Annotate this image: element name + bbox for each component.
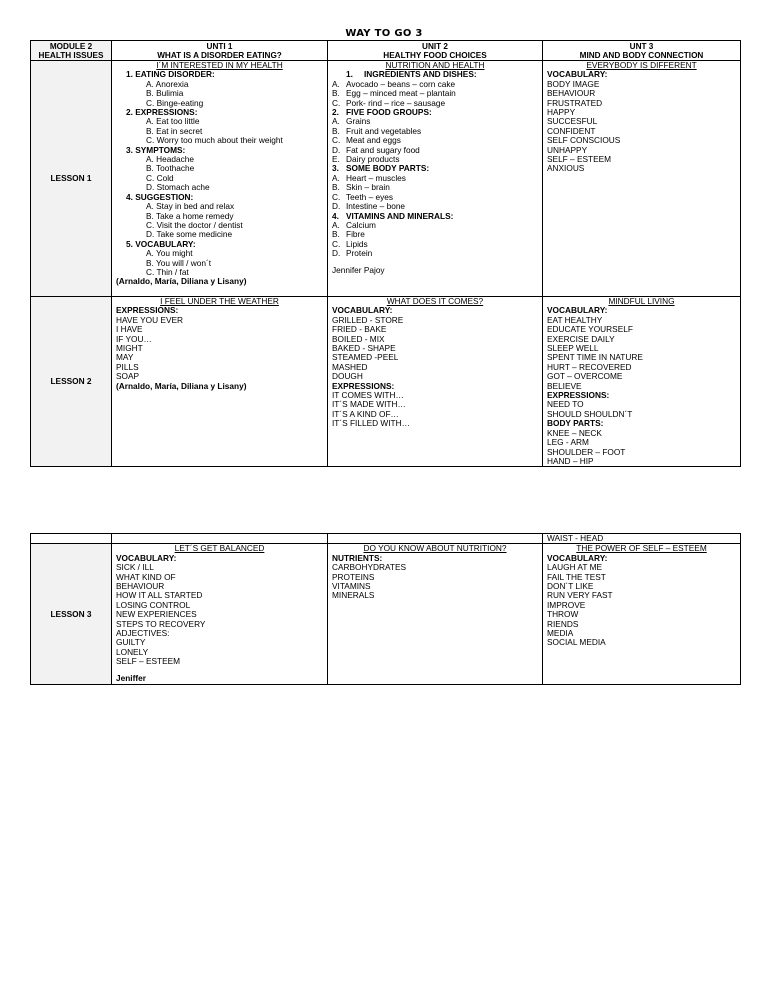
section-heading: VOCABULARY: (547, 69, 608, 80)
list-item: SELF CONSCIOUS (547, 135, 621, 146)
list-item: EAT HEALTHY (547, 314, 603, 325)
list-item: SHOULDER – FOOT (547, 446, 626, 457)
carry-over-cell (543, 534, 741, 544)
list-item: B. Fibre (332, 229, 365, 240)
section-heading: 3. SOME BODY PARTS: (332, 163, 430, 174)
list-item: C. Lipids (332, 238, 368, 249)
header-row (31, 41, 741, 61)
list-item: D. Protein (332, 248, 373, 259)
list-item: IT´S MADE WITH… (332, 399, 406, 410)
list-item: ANXIOUS (547, 163, 585, 174)
list-item: EDUCATE YOURSELF (547, 324, 633, 335)
list-item: MIGHT (116, 343, 143, 354)
lesson3-unit1-cell (112, 544, 328, 685)
list-item: A. Avocado – beans – corn cake (332, 78, 456, 89)
list-item: SICK / ILL (116, 562, 154, 573)
list-item: C. Meat and eggs (332, 135, 401, 146)
list-item: DON´T LIKE (547, 581, 594, 592)
list-item: BAKED - SHAPE (332, 343, 396, 354)
lesson1-label: LESSON 1 (31, 61, 112, 297)
list-item: BELIEVE (547, 380, 582, 391)
section-heading: BODY PARTS: (547, 418, 604, 429)
list-item: D. Fat and sugary food (332, 144, 420, 155)
carry-over-cell-empty-1 (31, 534, 112, 544)
curriculum-table-top (30, 40, 741, 467)
lesson1-unit1-title: I´M INTERESTED IN MY HEALTH (156, 60, 283, 70)
lesson1-row (31, 61, 741, 297)
section-heading: EXPRESSIONS: (332, 380, 395, 391)
list-item: A. Grains (332, 116, 371, 127)
lesson2-unit2-cell (328, 297, 543, 467)
section-heading: EXPRESSIONS: (116, 305, 179, 316)
list-item: B. Fruit and vegetables (332, 125, 422, 136)
list-item: CONFIDENT (547, 125, 596, 136)
list-item: NEED TO (547, 399, 584, 410)
lesson1-unit3-title: EVERYBODY IS DIFFERENT (586, 60, 697, 70)
list-item: BOILED - MIX (332, 333, 385, 344)
list-item: C. Teeth – eyes (332, 191, 394, 202)
lesson1-unit1-cell (112, 61, 328, 297)
lesson3-unit2-cell (328, 544, 543, 685)
list-item: MINERALS (332, 590, 375, 601)
section-heading: VOCABULARY: (547, 552, 608, 563)
section-heading: 2. FIVE FOOD GROUPS: (332, 107, 432, 118)
lesson2-unit3-cell (543, 297, 741, 467)
list-item: D. Take some medicine (146, 229, 233, 240)
list-item: NEW EXPERIENCES (116, 609, 197, 620)
lesson1-unit2-cell (328, 61, 543, 297)
lesson2-row (31, 297, 741, 467)
list-item: SELF – ESTEEM (547, 154, 612, 165)
list-item: STEAMED -PEEL (332, 352, 399, 363)
header-unit2: UNIT 2 HEALTHY FOOD CHOICES (328, 41, 543, 61)
list-item: PILLS (116, 361, 139, 372)
list-item: IMPROVE (547, 599, 586, 610)
carry-over-cell-empty-3 (328, 534, 543, 544)
section-heading: 2. EXPRESSIONS: (126, 107, 198, 118)
list-item: HAPPY (547, 107, 576, 118)
section-heading: 1. EATING DISORDER: (126, 69, 215, 80)
list-item: A. Calcium (332, 219, 376, 230)
list-item: SPENT TIME IN NATURE (547, 352, 643, 363)
lesson2-unit1-cell (112, 297, 328, 467)
section-heading: NUTRIENTS: (332, 552, 383, 563)
list-item: HOW IT ALL STARTED (116, 590, 203, 601)
header-unit3: UNT 3 MIND AND BODY CONNECTION (543, 41, 741, 61)
list-item: B. You will / won´t (146, 257, 212, 268)
author-note: Jennifer Pajoy (332, 264, 385, 275)
list-item: LEG - ARM (547, 437, 589, 448)
list-item: BEHAVIOUR (547, 88, 596, 99)
list-item: C. Cold (146, 172, 174, 183)
list-item: C. Pork- rind – rice – sausage (332, 97, 446, 108)
header-unit1: UNTI 1 WHAT IS A DISORDER EATING? (112, 41, 328, 61)
list-item: WAIST - HEAD (547, 533, 604, 543)
list-item: IT COMES WITH… (332, 390, 404, 401)
section-heading: 1. INGREDIENTS AND DISHES: (346, 69, 477, 80)
author-note: Jeniffer (116, 672, 146, 683)
list-item: CARBOHYDRATES (332, 562, 407, 573)
list-item: MASHED (332, 361, 368, 372)
list-item: SELF – ESTEEM (116, 656, 181, 667)
list-item: FRUSTRATED (547, 97, 603, 108)
section-heading: 3. SYMPTOMS: (126, 144, 186, 155)
list-item: RUN VERY FAST (547, 590, 613, 601)
lesson2-unit3-title: MINDFUL LIVING (608, 296, 675, 306)
list-item: ADJECTIVES: (116, 628, 170, 639)
list-item: EXERCISE DAILY (547, 333, 615, 344)
list-item: WHAT KIND OF (116, 571, 176, 582)
list-item: GRILLED - STORE (332, 314, 404, 325)
lesson3-unit3-cell (543, 544, 741, 685)
curriculum-table-bottom (30, 533, 741, 685)
list-item: I HAVE (116, 324, 143, 335)
lesson3-label: LESSON 3 (31, 544, 112, 685)
lesson3-unit1-title: LET´S GET BALANCED (174, 543, 265, 554)
lesson2-unit2-title: WHAT DOES IT COMES? (386, 296, 484, 306)
list-item: B. Skin – brain (332, 182, 390, 193)
list-item: B. Take a home remedy (146, 210, 234, 221)
lesson3-unit2-title: DO YOU KNOW ABOUT NUTRITION? (363, 543, 507, 554)
list-item: UNHAPPY (547, 144, 588, 155)
list-item: A. Anorexia (146, 78, 189, 89)
lesson3-unit3-title: THE POWER OF SELF – ESTEEM (576, 543, 707, 554)
list-item: IT´S FILLED WITH… (332, 418, 410, 429)
list-item: A. Heart – muscles (332, 172, 406, 183)
list-item: RIENDS (547, 618, 579, 629)
list-item: BEHAVIOUR (116, 581, 165, 592)
list-item: A. Headache (146, 154, 194, 165)
list-item: A. Eat too little (146, 116, 200, 127)
list-item: MAY (116, 352, 134, 363)
list-item: B. Egg – minced meat – plantain (332, 88, 456, 99)
list-item: VITAMINS (332, 581, 371, 592)
list-item: B. Toothache (146, 163, 195, 174)
carry-over-row (31, 534, 741, 544)
list-item: MEDIA (547, 628, 574, 639)
list-item: THROW (547, 609, 579, 620)
list-item: SOCIAL MEDIA (547, 637, 606, 648)
lesson2-label: LESSON 2 (31, 297, 112, 467)
authors-note: (Arnaldo, María, Diliana y Lisany) (116, 380, 247, 391)
list-item: HAND – HIP (547, 455, 594, 466)
lesson1-unit3-cell (543, 61, 741, 297)
carry-over-cell-empty-2 (112, 534, 328, 544)
section-heading: VOCABULARY: (547, 305, 608, 316)
list-item: LONELY (116, 646, 149, 657)
list-item: HAVE YOU EVER (116, 314, 184, 325)
list-item: LOSING CONTROL (116, 599, 191, 610)
lesson1-unit2-title: NUTRITION AND HEALTH (385, 60, 485, 70)
list-item: D. Stomach ache (146, 182, 210, 193)
list-item: LAUGH AT ME (547, 562, 603, 573)
list-item: IF YOU… (116, 333, 152, 344)
list-item: STEPS TO RECOVERY (116, 618, 206, 629)
section-heading: 4. VITAMINS AND MINERALS: (332, 210, 454, 221)
list-item: B. Bulimia (146, 88, 184, 99)
list-item: FRIED - BAKE (332, 324, 387, 335)
list-item: SLEEP WELL (547, 343, 599, 354)
list-item: E. Dairy products (332, 154, 400, 165)
list-item: A. You might (146, 248, 193, 259)
section-heading: VOCABULARY: (116, 552, 177, 563)
section-heading: VOCABULARY: (332, 305, 393, 316)
list-item: KNEE – NECK (547, 427, 602, 438)
list-item: B. Eat in secret (146, 125, 203, 136)
list-item: C. Visit the doctor / dentist (146, 219, 243, 230)
list-item: GUILTY (116, 637, 146, 648)
list-item: DOUGH (332, 371, 363, 382)
section-heading: EXPRESSIONS: (547, 390, 610, 401)
list-item: GOT – OVERCOME (547, 371, 623, 382)
list-item: SUCCESFUL (547, 116, 598, 127)
list-item: C. Worry too much about their weight (146, 135, 283, 146)
lesson3-row (31, 544, 741, 685)
header-module: MODULE 2 HEALTH ISSUES (31, 41, 112, 61)
list-item: IT´S A KIND OF… (332, 408, 399, 419)
section-heading: 4. SUGGESTION: (126, 191, 194, 202)
list-item: PROTEINS (332, 571, 375, 582)
list-item: FAIL THE TEST (547, 571, 606, 582)
document-title: WAY TO GO 3 (345, 28, 423, 39)
authors-note: (Arnaldo, María, Diliana y Lisany) (116, 276, 247, 287)
list-item: SOAP (116, 371, 140, 382)
list-item: C. Thin / fat (146, 266, 189, 277)
list-item: HURT – RECOVERED (547, 361, 632, 372)
lesson2-unit1-title: I FEEL UNDER THE WEATHER (160, 296, 279, 306)
list-item: D. Intestine – bone (332, 201, 406, 212)
list-item: A. Stay in bed and relax (146, 201, 235, 212)
list-item: C. Binge-eating (146, 97, 204, 108)
section-heading: 5. VOCABULARY: (126, 238, 196, 249)
list-item: BODY IMAGE (547, 78, 600, 89)
list-item: SHOULD SHOULDN´T (547, 408, 633, 419)
